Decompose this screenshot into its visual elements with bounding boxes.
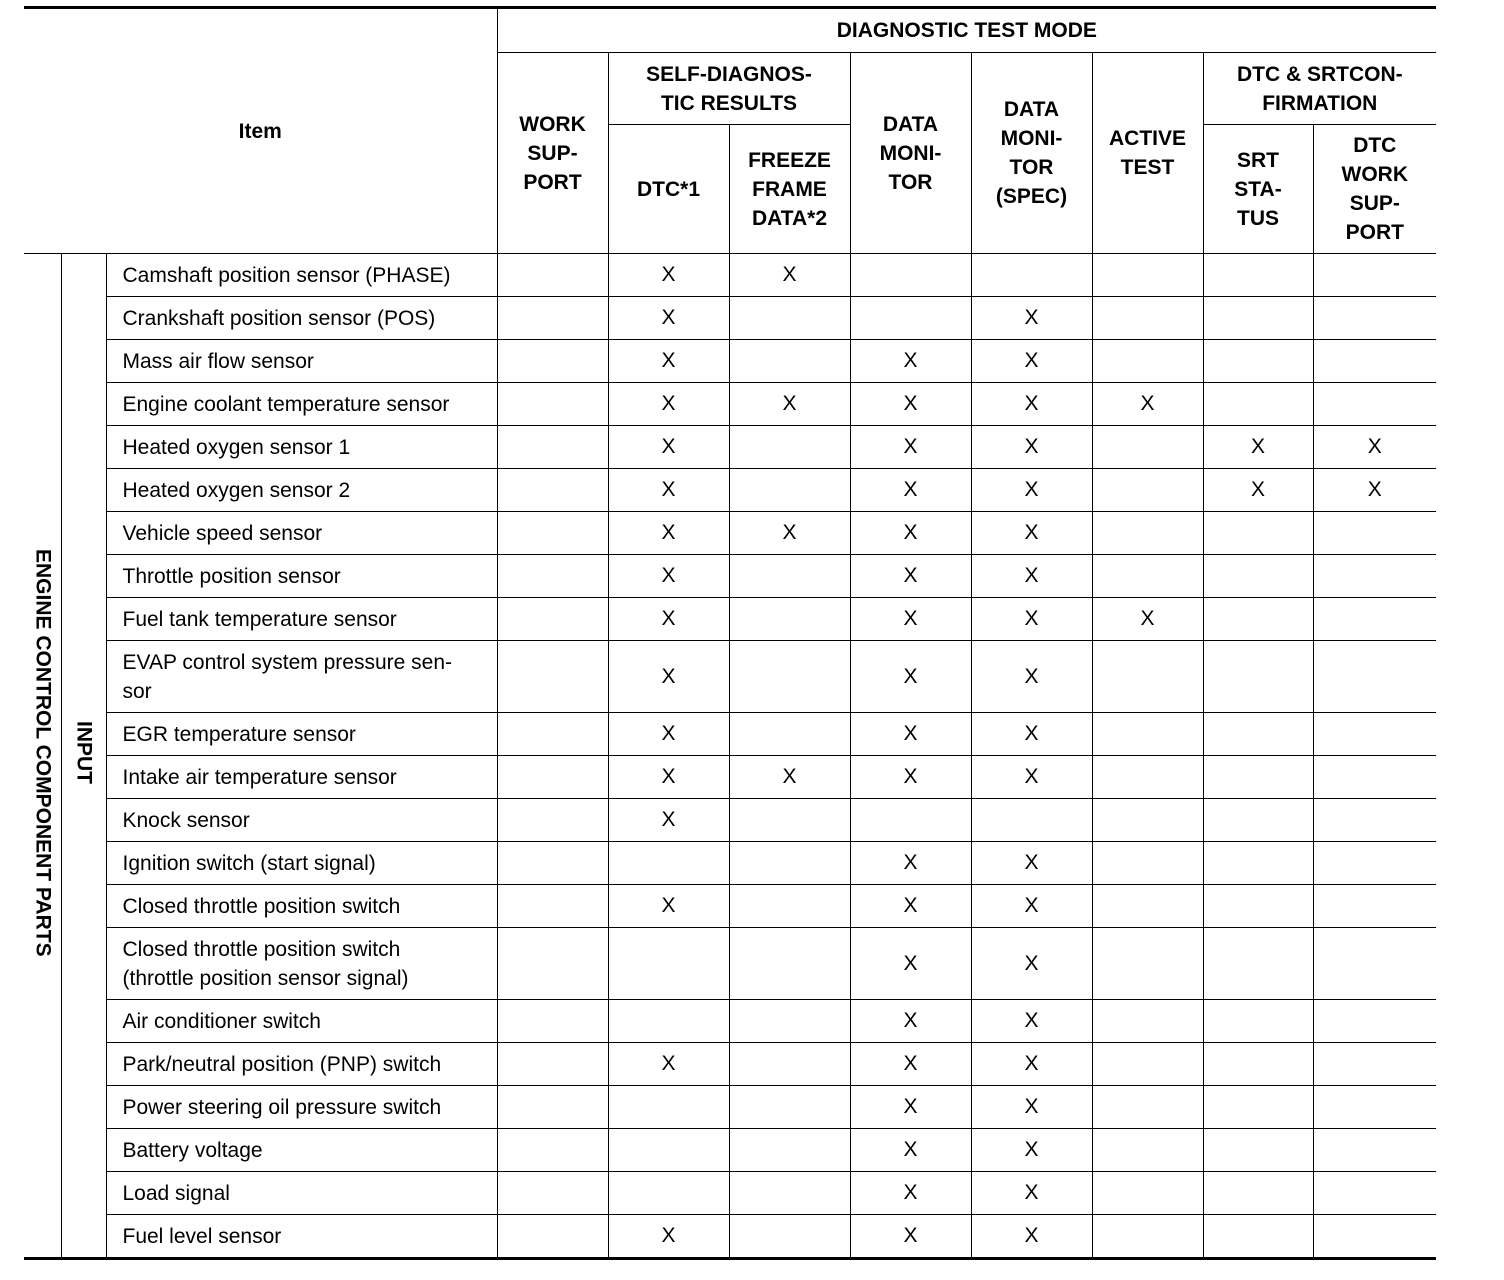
srt-status-header: SRT STA- TUS bbox=[1203, 125, 1313, 254]
mark-cell-srt-status: X bbox=[1203, 469, 1313, 512]
mark-cell-dtc-work-support bbox=[1313, 383, 1436, 426]
mark-cell-data-monitor: X bbox=[850, 383, 971, 426]
mark-cell-dtc-work-support bbox=[1313, 555, 1436, 598]
mark-cell-data-monitor: X bbox=[850, 469, 971, 512]
table-row bbox=[24, 555, 1436, 598]
mark-cell-data-monitor-spec: X bbox=[971, 598, 1092, 641]
item-name-cell: Crankshaft position sensor (POS) bbox=[106, 297, 497, 340]
mark-cell-data-monitor: X bbox=[850, 598, 971, 641]
mark-cell-active-test bbox=[1092, 885, 1203, 928]
mark-cell-dtc-work-support bbox=[1313, 1215, 1436, 1259]
mark-cell-dtc: X bbox=[608, 297, 729, 340]
mark-cell-dtc-work-support bbox=[1313, 1043, 1436, 1086]
mark-cell-srt-status bbox=[1203, 756, 1313, 799]
mark-cell-srt-status bbox=[1203, 1129, 1313, 1172]
mark-cell-freeze-frame bbox=[729, 598, 850, 641]
mark-cell-srt-status bbox=[1203, 383, 1313, 426]
mark-cell-data-monitor-spec: X bbox=[971, 1172, 1092, 1215]
table-row bbox=[24, 1043, 1436, 1086]
mark-cell-work-support bbox=[497, 598, 608, 641]
mark-cell-work-support bbox=[497, 641, 608, 713]
table-row bbox=[24, 1215, 1436, 1259]
mark-cell-data-monitor: X bbox=[850, 928, 971, 1000]
mark-cell-dtc-work-support bbox=[1313, 799, 1436, 842]
mark-cell-data-monitor-spec bbox=[971, 799, 1092, 842]
mark-cell-data-monitor-spec: X bbox=[971, 756, 1092, 799]
mark-cell-data-monitor-spec bbox=[971, 254, 1092, 297]
mark-cell-active-test bbox=[1092, 426, 1203, 469]
mark-cell-freeze-frame bbox=[729, 340, 850, 383]
mark-cell-dtc: X bbox=[608, 555, 729, 598]
data-monitor-spec-header: DATA MONI- TOR (SPEC) bbox=[971, 53, 1092, 254]
mark-cell-data-monitor bbox=[850, 799, 971, 842]
group-label-outer-text: ENGINE CONTROL COMPONENT PARTS bbox=[31, 548, 55, 957]
mark-cell-freeze-frame bbox=[729, 1000, 850, 1043]
mark-cell-freeze-frame bbox=[729, 297, 850, 340]
mark-cell-data-monitor-spec: X bbox=[971, 1000, 1092, 1043]
mark-cell-active-test bbox=[1092, 340, 1203, 383]
mark-cell-data-monitor-spec: X bbox=[971, 340, 1092, 383]
table-row bbox=[24, 842, 1436, 885]
mark-cell-dtc-work-support bbox=[1313, 756, 1436, 799]
mark-cell-work-support bbox=[497, 1215, 608, 1259]
mark-cell-active-test bbox=[1092, 928, 1203, 1000]
mark-cell-work-support bbox=[497, 383, 608, 426]
self-diagnostic-results-header: SELF-DIAGNOS- TIC RESULTS bbox=[608, 53, 850, 125]
diagnostic-mode-table bbox=[24, 6, 1436, 1260]
mark-cell-work-support bbox=[497, 469, 608, 512]
mark-cell-freeze-frame bbox=[729, 1172, 850, 1215]
mark-cell-dtc: X bbox=[608, 340, 729, 383]
mark-cell-srt-status bbox=[1203, 297, 1313, 340]
mark-cell-srt-status bbox=[1203, 1086, 1313, 1129]
mark-cell-active-test: X bbox=[1092, 598, 1203, 641]
mark-cell-dtc bbox=[608, 1086, 729, 1129]
item-header: Item bbox=[24, 8, 497, 254]
mark-cell-dtc: X bbox=[608, 1043, 729, 1086]
item-name-cell: Camshaft position sensor (PHASE) bbox=[106, 254, 497, 297]
mark-cell-freeze-frame: X bbox=[729, 383, 850, 426]
mark-cell-freeze-frame bbox=[729, 713, 850, 756]
table-row bbox=[24, 756, 1436, 799]
table-body bbox=[24, 254, 1436, 1259]
mark-cell-work-support bbox=[497, 799, 608, 842]
mark-cell-dtc-work-support bbox=[1313, 340, 1436, 383]
mark-cell-srt-status bbox=[1203, 885, 1313, 928]
item-name-cell: Air conditioner switch bbox=[106, 1000, 497, 1043]
mark-cell-work-support bbox=[497, 555, 608, 598]
mark-cell-dtc-work-support bbox=[1313, 254, 1436, 297]
mark-cell-dtc-work-support bbox=[1313, 885, 1436, 928]
mark-cell-dtc: X bbox=[608, 885, 729, 928]
mark-cell-dtc-work-support bbox=[1313, 598, 1436, 641]
mark-cell-freeze-frame: X bbox=[729, 512, 850, 555]
mark-cell-data-monitor-spec: X bbox=[971, 842, 1092, 885]
mark-cell-data-monitor: X bbox=[850, 1086, 971, 1129]
mark-cell-data-monitor-spec: X bbox=[971, 1129, 1092, 1172]
item-name-cell: Fuel tank temperature sensor bbox=[106, 598, 497, 641]
mark-cell-dtc: X bbox=[608, 641, 729, 713]
table-row bbox=[24, 799, 1436, 842]
diagnostic-test-mode-header: DIAGNOSTIC TEST MODE bbox=[497, 8, 1436, 53]
mark-cell-data-monitor: X bbox=[850, 756, 971, 799]
mark-cell-data-monitor-spec: X bbox=[971, 1086, 1092, 1129]
mark-cell-work-support bbox=[497, 1172, 608, 1215]
mark-cell-dtc bbox=[608, 1000, 729, 1043]
mark-cell-srt-status: X bbox=[1203, 426, 1313, 469]
mark-cell-freeze-frame bbox=[729, 1043, 850, 1086]
active-test-header: ACTIVE TEST bbox=[1092, 53, 1203, 254]
mark-cell-data-monitor: X bbox=[850, 340, 971, 383]
mark-cell-data-monitor: X bbox=[850, 426, 971, 469]
mark-cell-freeze-frame bbox=[729, 1086, 850, 1129]
mark-cell-freeze-frame: X bbox=[729, 254, 850, 297]
mark-cell-data-monitor-spec: X bbox=[971, 555, 1092, 598]
mark-cell-active-test bbox=[1092, 1000, 1203, 1043]
mark-cell-dtc-work-support bbox=[1313, 641, 1436, 713]
item-name-cell: Park/neutral position (PNP) switch bbox=[106, 1043, 497, 1086]
item-name-cell: Heated oxygen sensor 2 bbox=[106, 469, 497, 512]
mark-cell-dtc-work-support bbox=[1313, 1086, 1436, 1129]
mark-cell-data-monitor-spec: X bbox=[971, 512, 1092, 555]
mark-cell-data-monitor-spec: X bbox=[971, 297, 1092, 340]
mark-cell-dtc: X bbox=[608, 799, 729, 842]
table-row bbox=[24, 641, 1436, 713]
group-label-inner-text: INPUT bbox=[72, 721, 96, 784]
mark-cell-dtc-work-support bbox=[1313, 928, 1436, 1000]
mark-cell-active-test bbox=[1092, 1215, 1203, 1259]
mark-cell-active-test bbox=[1092, 1043, 1203, 1086]
mark-cell-srt-status bbox=[1203, 1215, 1313, 1259]
table-row bbox=[24, 297, 1436, 340]
mark-cell-data-monitor: X bbox=[850, 713, 971, 756]
mark-cell-srt-status bbox=[1203, 1000, 1313, 1043]
mark-cell-srt-status bbox=[1203, 713, 1313, 756]
table-row bbox=[24, 512, 1436, 555]
table-row bbox=[24, 426, 1436, 469]
mark-cell-active-test bbox=[1092, 713, 1203, 756]
mark-cell-dtc-work-support: X bbox=[1313, 469, 1436, 512]
mark-cell-dtc-work-support bbox=[1313, 1172, 1436, 1215]
mark-cell-active-test: X bbox=[1092, 383, 1203, 426]
mark-cell-dtc-work-support bbox=[1313, 713, 1436, 756]
mark-cell-dtc: X bbox=[608, 426, 729, 469]
mark-cell-srt-status bbox=[1203, 1172, 1313, 1215]
mark-cell-data-monitor: X bbox=[850, 641, 971, 713]
mark-cell-data-monitor: X bbox=[850, 1043, 971, 1086]
mark-cell-freeze-frame bbox=[729, 1129, 850, 1172]
item-name-cell: Mass air flow sensor bbox=[106, 340, 497, 383]
item-name-cell: Engine coolant temperature sensor bbox=[106, 383, 497, 426]
item-name-cell: Vehicle speed sensor bbox=[106, 512, 497, 555]
mark-cell-data-monitor: X bbox=[850, 1215, 971, 1259]
mark-cell-dtc: X bbox=[608, 713, 729, 756]
mark-cell-data-monitor-spec: X bbox=[971, 1215, 1092, 1259]
mark-cell-data-monitor: X bbox=[850, 1000, 971, 1043]
data-monitor-header: DATA MONI- TOR bbox=[850, 53, 971, 254]
mark-cell-active-test bbox=[1092, 1129, 1203, 1172]
mark-cell-active-test bbox=[1092, 799, 1203, 842]
mark-cell-work-support bbox=[497, 254, 608, 297]
mark-cell-work-support bbox=[497, 1000, 608, 1043]
mark-cell-work-support bbox=[497, 1086, 608, 1129]
item-name-cell: Closed throttle position switch (throttle position sensor signal) bbox=[106, 928, 497, 1000]
mark-cell-freeze-frame bbox=[729, 842, 850, 885]
mark-cell-work-support bbox=[497, 1129, 608, 1172]
mark-cell-work-support bbox=[497, 297, 608, 340]
mark-cell-data-monitor: X bbox=[850, 512, 971, 555]
mark-cell-srt-status bbox=[1203, 842, 1313, 885]
mark-cell-active-test bbox=[1092, 641, 1203, 713]
mark-cell-data-monitor-spec: X bbox=[971, 469, 1092, 512]
mark-cell-data-monitor-spec: X bbox=[971, 1043, 1092, 1086]
item-name-cell: Ignition switch (start signal) bbox=[106, 842, 497, 885]
mark-cell-dtc bbox=[608, 1129, 729, 1172]
mark-cell-data-monitor-spec: X bbox=[971, 426, 1092, 469]
table-row bbox=[24, 1086, 1436, 1129]
mark-cell-dtc: X bbox=[608, 254, 729, 297]
group-label-input bbox=[61, 254, 106, 1259]
item-name-cell: Battery voltage bbox=[106, 1129, 497, 1172]
mark-cell-dtc-work-support bbox=[1313, 512, 1436, 555]
mark-cell-freeze-frame bbox=[729, 928, 850, 1000]
mark-cell-active-test bbox=[1092, 756, 1203, 799]
mark-cell-srt-status bbox=[1203, 1043, 1313, 1086]
mark-cell-dtc: X bbox=[608, 1215, 729, 1259]
mark-cell-work-support bbox=[497, 928, 608, 1000]
mark-cell-work-support bbox=[497, 885, 608, 928]
dtc-header: DTC*1 bbox=[608, 125, 729, 254]
mark-cell-dtc: X bbox=[608, 383, 729, 426]
mark-cell-active-test bbox=[1092, 555, 1203, 598]
mark-cell-data-monitor: X bbox=[850, 885, 971, 928]
mark-cell-data-monitor: X bbox=[850, 1172, 971, 1215]
mark-cell-srt-status bbox=[1203, 555, 1313, 598]
table-row bbox=[24, 598, 1436, 641]
table-row bbox=[24, 885, 1436, 928]
mark-cell-work-support bbox=[497, 426, 608, 469]
mark-cell-srt-status bbox=[1203, 340, 1313, 383]
mark-cell-srt-status bbox=[1203, 799, 1313, 842]
mark-cell-dtc-work-support bbox=[1313, 297, 1436, 340]
mark-cell-data-monitor-spec: X bbox=[971, 885, 1092, 928]
mark-cell-active-test bbox=[1092, 512, 1203, 555]
table-row bbox=[24, 1129, 1436, 1172]
table-row bbox=[24, 340, 1436, 383]
mark-cell-srt-status bbox=[1203, 512, 1313, 555]
mark-cell-data-monitor: X bbox=[850, 842, 971, 885]
mark-cell-data-monitor-spec: X bbox=[971, 928, 1092, 1000]
item-name-cell: Knock sensor bbox=[106, 799, 497, 842]
mark-cell-dtc-work-support: X bbox=[1313, 426, 1436, 469]
mark-cell-active-test bbox=[1092, 297, 1203, 340]
mark-cell-srt-status bbox=[1203, 598, 1313, 641]
mark-cell-dtc-work-support bbox=[1313, 1129, 1436, 1172]
item-name-cell: EGR temperature sensor bbox=[106, 713, 497, 756]
mark-cell-dtc: X bbox=[608, 469, 729, 512]
mark-cell-work-support bbox=[497, 512, 608, 555]
item-name-cell: Intake air temperature sensor bbox=[106, 756, 497, 799]
mark-cell-active-test bbox=[1092, 842, 1203, 885]
mark-cell-work-support bbox=[497, 340, 608, 383]
mark-cell-data-monitor-spec: X bbox=[971, 713, 1092, 756]
mark-cell-freeze-frame bbox=[729, 885, 850, 928]
mark-cell-work-support bbox=[497, 1043, 608, 1086]
item-name-cell: EVAP control system pressure sen- sor bbox=[106, 641, 497, 713]
mark-cell-data-monitor: X bbox=[850, 1129, 971, 1172]
item-name-cell: Closed throttle position switch bbox=[106, 885, 497, 928]
dtc-work-support-header: DTC WORK SUP- PORT bbox=[1313, 125, 1436, 254]
mark-cell-freeze-frame: X bbox=[729, 756, 850, 799]
mark-cell-freeze-frame bbox=[729, 426, 850, 469]
mark-cell-freeze-frame bbox=[729, 641, 850, 713]
mark-cell-dtc-work-support bbox=[1313, 842, 1436, 885]
mark-cell-dtc bbox=[608, 1172, 729, 1215]
diagnostic-mode-table-container bbox=[24, 6, 1436, 1260]
item-name-cell: Heated oxygen sensor 1 bbox=[106, 426, 497, 469]
group-label-engine-control-component-parts bbox=[24, 254, 61, 1259]
mark-cell-dtc: X bbox=[608, 598, 729, 641]
mark-cell-work-support bbox=[497, 713, 608, 756]
mark-cell-srt-status bbox=[1203, 928, 1313, 1000]
mark-cell-data-monitor bbox=[850, 297, 971, 340]
mark-cell-data-monitor-spec: X bbox=[971, 641, 1092, 713]
item-name-cell: Throttle position sensor bbox=[106, 555, 497, 598]
item-name-cell: Fuel level sensor bbox=[106, 1215, 497, 1259]
mark-cell-freeze-frame bbox=[729, 1215, 850, 1259]
mark-cell-srt-status bbox=[1203, 641, 1313, 713]
mark-cell-data-monitor bbox=[850, 254, 971, 297]
table-row bbox=[24, 254, 1436, 297]
mark-cell-freeze-frame bbox=[729, 555, 850, 598]
mark-cell-data-monitor: X bbox=[850, 555, 971, 598]
mark-cell-active-test bbox=[1092, 1172, 1203, 1215]
item-name-cell: Power steering oil pressure switch bbox=[106, 1086, 497, 1129]
mark-cell-dtc: X bbox=[608, 512, 729, 555]
mark-cell-freeze-frame bbox=[729, 469, 850, 512]
table-row bbox=[24, 928, 1436, 1000]
mark-cell-dtc bbox=[608, 842, 729, 885]
freeze-frame-header: FREEZE FRAME DATA*2 bbox=[729, 125, 850, 254]
mark-cell-work-support bbox=[497, 756, 608, 799]
mark-cell-data-monitor-spec: X bbox=[971, 383, 1092, 426]
table-row bbox=[24, 383, 1436, 426]
table-row bbox=[24, 713, 1436, 756]
table-row bbox=[24, 1000, 1436, 1043]
dtc-srt-confirmation-header: DTC & SRTCON- FIRMATION bbox=[1203, 53, 1436, 125]
mark-cell-srt-status bbox=[1203, 254, 1313, 297]
mark-cell-dtc-work-support bbox=[1313, 1000, 1436, 1043]
mark-cell-active-test bbox=[1092, 1086, 1203, 1129]
table-row bbox=[24, 1172, 1436, 1215]
table-row bbox=[24, 469, 1436, 512]
mark-cell-dtc: X bbox=[608, 756, 729, 799]
mark-cell-active-test bbox=[1092, 254, 1203, 297]
mark-cell-work-support bbox=[497, 842, 608, 885]
mark-cell-freeze-frame bbox=[729, 799, 850, 842]
work-support-header: WORK SUP- PORT bbox=[497, 53, 608, 254]
mark-cell-active-test bbox=[1092, 469, 1203, 512]
mark-cell-dtc bbox=[608, 928, 729, 1000]
item-name-cell: Load signal bbox=[106, 1172, 497, 1215]
